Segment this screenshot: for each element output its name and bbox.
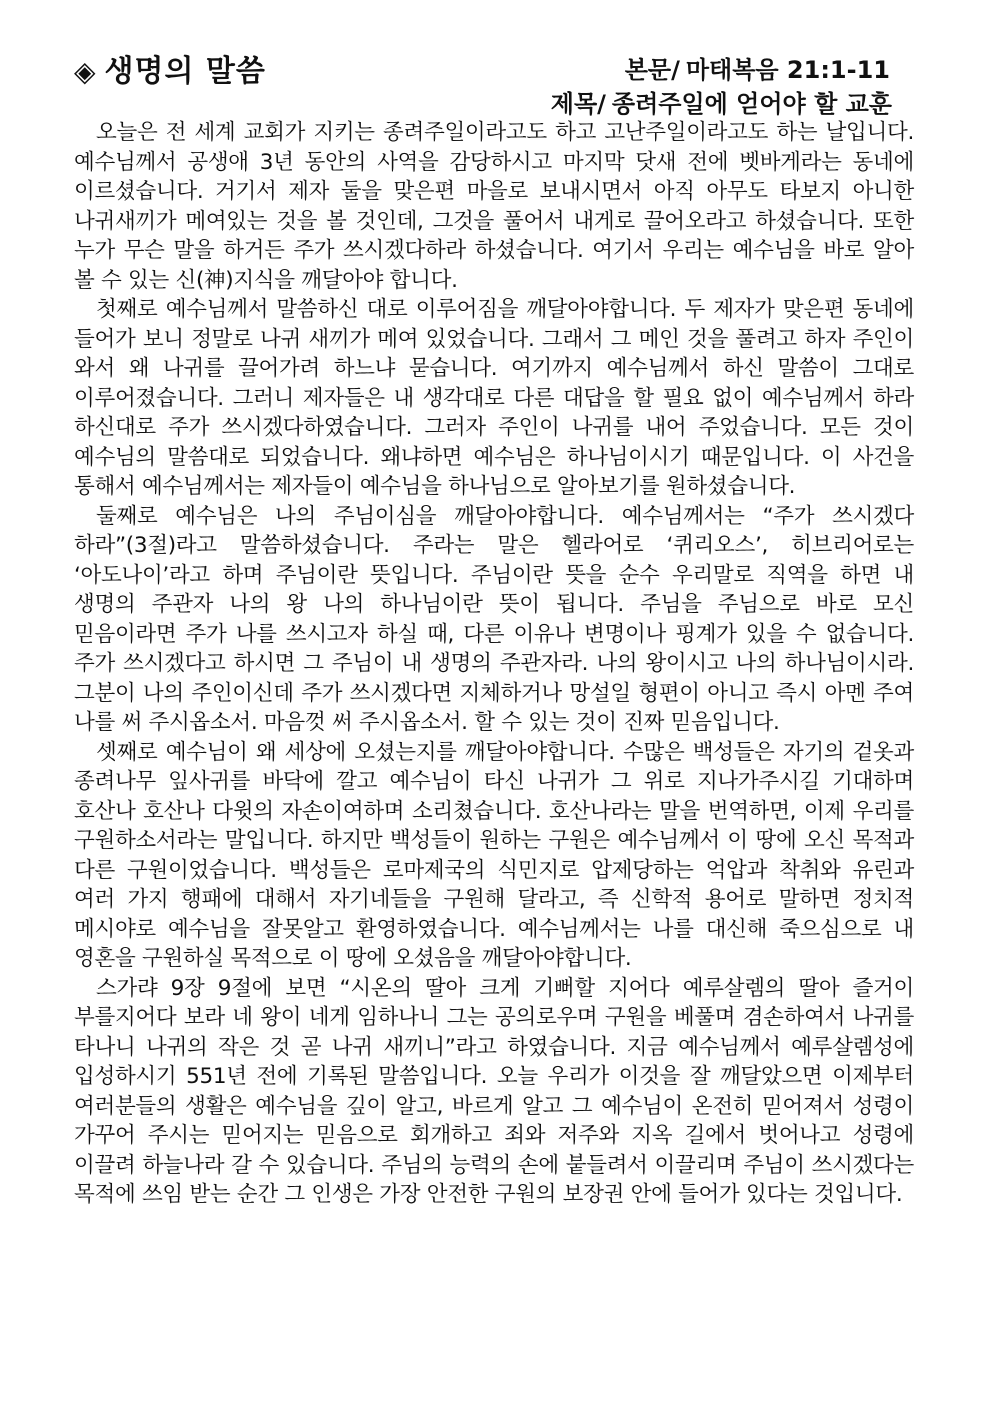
scripture-passage	[625, 50, 890, 85]
subject-label: 제목/	[550, 90, 606, 118]
diamond-bullet-icon: ◈	[74, 55, 97, 88]
paragraph-third-point: 셋째로 예수님이 왜 세상에 오셨는지를 깨달아야합니다. 수많은 백성들은 자기의 겉옷과 종려나무 잎사귀를 바닥에 깔고 예수님이 타신 나귀가 그 위로 지나가주시길 기대하며 호산나 호산나 다윗의 자손이여하며 소리쳤습니다. 호산나라는 말을 번역하면, 이제 우리를 구원하소서라는 말입니다. 하지만 백성들이 원하는 구원은 예수님께서 이 땅에 오신 목적과 다른 구원이었습니다. 백성들은 로마제국의 식민지로 압제당하는 억압과 착취와 유린과 여러 가지 행패에 대해서 자기네들을 구원해 달라고, 즉 신학적 용어로 말하면 정치적 메시야로 예수님을 잘못알고 환영하였습니다. 예수님께서는 나를 대신해 죽으심으로 내 영혼을 구원하실 목적으로 이 땅에 오셨음을 깨달아야합니다.	[74, 739, 914, 971]
sermon-page	[74, 36, 914, 1210]
sermon-body	[74, 118, 914, 1210]
sermon-header	[74, 36, 914, 118]
section-title-text: 생명의 말씀	[104, 54, 266, 89]
paragraph-intro: 오늘은 전 세계 교회가 지키는 종려주일이라고도 하고 고난주일이라고도 하는 날입니다. 예수님께서 공생애 3년 동안의 사역을 감당하시고 마지막 닷새 전에 벳바게라는 동네에 이르셨습니다. 거기서 제자 둘을 맞은편 마을로 보내시면서 아직 아무도 타보지 아니한 나귀새끼가 메여있는 것을 볼 것인데, 그것을 풀어서 내게로 끌어오라고 하셨습니다. 또한 누가 무슨 말을 하거든 주가 쓰시겠다하라 하셨습니다. 여기서 우리는 예수님을 바로 알아 볼 수 있는 신(神)지식을 깨달아야 합니다.	[74, 120, 914, 293]
paragraph-first-point: 첫째로 예수님께서 말씀하신 대로 이루어짐을 깨달아야합니다. 두 제자가 맞은편 동네에 들어가 보니 정말로 나귀 새끼가 메여 있었습니다. 그래서 그 메인 것을 풀려고 하자 주인이 와서 왜 나귀를 끌어가려 하느냐 묻습니다. 여기까지 예수님께서 하신 말씀이 그대로 이루어졌습니다. 그러니 제자들은 내 생각대로 다른 대답을 할 필요 없이 예수님께서 하라 하신대로 주가 쓰시겠다하였습니다. 그러자 주인이 나귀를 내어 주었습니다. 모든 것이 예수님의 말씀대로 되었습니다. 왜냐하면 예수님은 하나님이시기 때문입니다. 이 사건을 통해서 예수님께서는 제자들이 예수님을 하나님으로 알아보기를 원하셨습니다.	[74, 297, 914, 499]
subject-text: 종려주일에 얻어야 할 교훈	[611, 90, 892, 118]
paragraph-second-point: 둘째로 예수님은 나의 주님이심을 깨달아야합니다. 예수님께서는 “주가 쓰시겠다 하라”(3절)라고 말씀하셨습니다. 주라는 말은 헬라어로 ‘퀴리오스’, 히브리어로는 ‘아도나이’라고 하며 주님이란 뜻입니다. 주님이란 뜻을 순수 우리말로 직역을 하면 내 생명의 주관자 나의 왕 나의 하나님이란 뜻이 됩니다. 주님을 주님으로 바로 모신 믿음이라면 주가 나를 쓰시고자 하실 때, 다른 이유나 변명이나 핑계가 있을 수 없습니다. 주가 쓰시겠다고 하시면 그 주님이 내 생명의 주관자라. 나의 왕이시고 나의 하나님이시라. 그분이 나의 주인이신데 주가 쓰시겠다면 지체하거나 망설일 형편이 아니고 즉시 아멘 주여 나를 써 주시옵소서. 마음껏 써 주시옵소서. 할 수 있는 것이 진짜 믿음입니다.	[74, 503, 914, 735]
section-title	[74, 46, 266, 90]
passage-reference: 마태복음 21:1-11	[685, 56, 890, 84]
passage-label: 본문/	[624, 56, 680, 84]
sermon-subject	[551, 84, 892, 119]
paragraph-conclusion: 스가랴 9장 9절에 보면 “시온의 딸아 크게 기뻐할 지어다 예루살렘의 딸아 즐거이 부를지어다 보라 네 왕이 네게 임하나니 그는 공의로우며 구원을 베풀며 겸손하여서 나귀를 타나니 나귀의 작은 것 곧 나귀 새끼니”라고 하였습니다. 지금 예수님께서 예루살렘성에 입성하시기 551년 전에 기록된 말씀입니다. 오늘 우리가 이것을 잘 깨달았으면 이제부터 여러분들의 생활은 예수님을 깊이 알고, 바르게 알고 그 예수님이 온전히 믿어져서 성령이 가꾸어 주시는 믿어지는 믿음으로 회개하고 죄와 저주와 지옥 길에서 벗어나고 성령에 이끌려 하늘나라 갈 수 있습니다. 주님의 능력의 손에 붙들려서 이끌리며 주님이 쓰시겠다는 목적에 쓰임 받는 순간 그 인생은 가장 안전한 구원의 보장권 안에 들어가 있다는 것입니다.	[74, 975, 914, 1207]
